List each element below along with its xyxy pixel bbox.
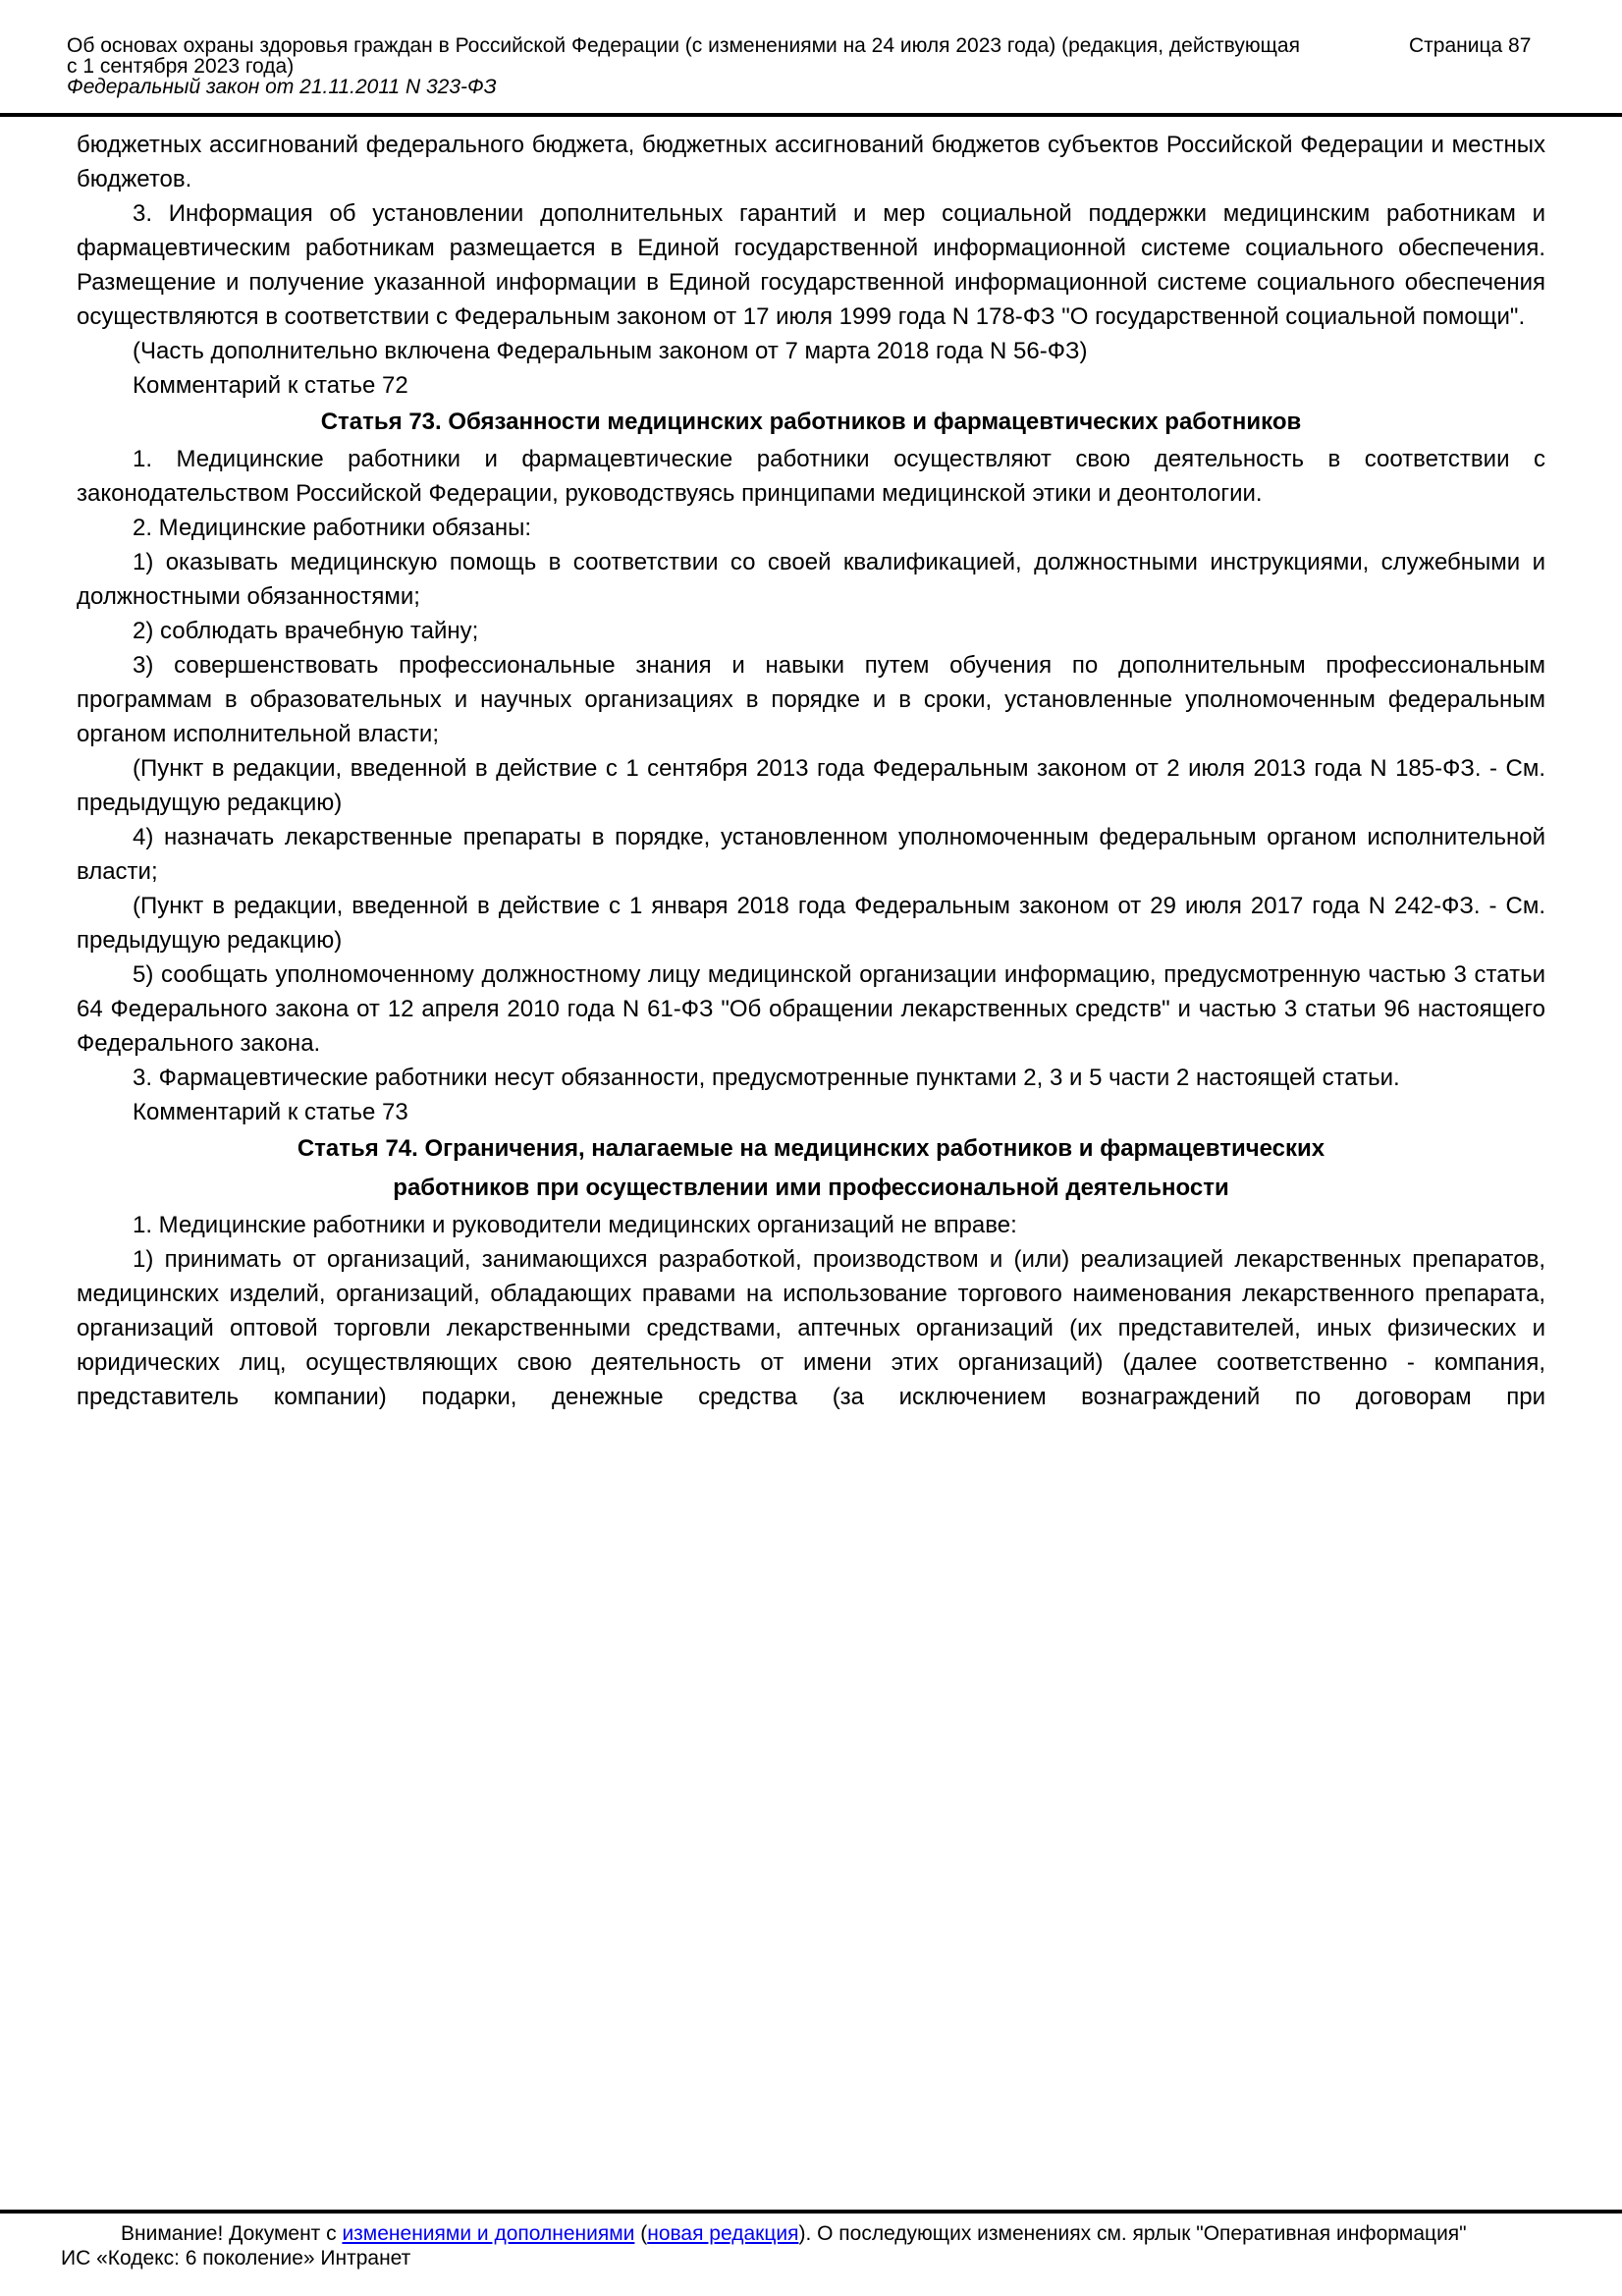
paragraph-73-2-4: 4) назначать лекарственные препараты в порядке, установленном уполномоченным федеральным органом исполнительной власти; (77, 824, 1545, 885)
article-73-heading: Статья 73. Обязанности медицинских работников и фармацевтических работников (320, 409, 1302, 435)
paragraph-73-1: 1. Медицинские работники и фармацевтические работники осуществляют свою деятельность в соответствии с законодательством Российской Федерации, руководствуясь принципами медицинской этики и деонтологии. (77, 446, 1545, 507)
document-body (77, 128, 1545, 1414)
comment-ref-article-73: Комментарий к статье 73 (133, 1099, 408, 1125)
paragraph-73-2-1: 1) оказывать медицинскую помощь в соответствии со своей квалификацией, должностными инструкциями, служебными и должностными обязанностями; (77, 549, 1545, 610)
paragraph-part-3: 3. Информация об установлении дополнительных гарантий и мер социальной поддержки медицинским работникам и фармацевтическим работникам размещается в Единой государственной информационной системе социального обеспечения. Размещение и получение указанной информации в Единой государственной информационной системе социального обеспечения осуществляются в соответствии с Федеральным законом от 17 июля 1999 года N 178-ФЗ "О государственной социальной помощи". (77, 200, 1545, 330)
paragraph-73-3: 3. Фармацевтические работники несут обязанности, предусмотренные пунктами 2, 3 и 5 части 2 настоящей статьи. (133, 1065, 1400, 1091)
document-title-line-2: с 1 сентября 2023 года) (67, 55, 295, 78)
document-title-line-1: Об основах охраны здоровья граждан в Российской Федерации (с изменениями на 24 июля 2023 года) (редакция, действующая (67, 34, 1300, 57)
paragraph-continuation: бюджетных ассигнований федерального бюджета, бюджетных ассигнований бюджетов субъектов Российской Федерации и местных бюджетов. (77, 132, 1545, 192)
document-subtitle: Федеральный закон от 21.11.2011 N 323-ФЗ (67, 76, 497, 98)
new-edition-link[interactable]: новая редакция (647, 2222, 799, 2245)
paragraph-73-2-2: 2) соблюдать врачебную тайну; (133, 618, 479, 644)
footer-notice-between: ( (634, 2222, 648, 2245)
footer-divider (0, 2210, 1622, 2214)
paragraph-73-2-3-note: (Пункт в редакции, введенной в действие с 1 сентября 2013 года Федеральным законом от 2 июля 2013 года N 185-ФЗ. - См. предыдущую редакцию) (77, 755, 1545, 816)
paragraph-73-2-4-note: (Пункт в редакции, введенной в действие с 1 января 2018 года Федеральным законом от 29 июля 2017 года N 242-ФЗ. - См. предыдущую редакцию) (77, 893, 1545, 954)
article-74-heading-line-2: работников при осуществлении ими профессиональной деятельности (393, 1175, 1229, 1201)
footer-notice-suffix: ). О последующих изменениях см. ярлык "Оперативная информация" (798, 2222, 1467, 2245)
article-74-heading (77, 1129, 1545, 1208)
footer-notice-prefix: Внимание! Документ с (121, 2222, 343, 2245)
amendments-link[interactable]: изменениями и дополнениями (342, 2222, 635, 2245)
paragraph-73-2-5: 5) сообщать уполномоченному должностному лицу медицинской организации информацию, предусмотренную частью 3 статьи 64 Федерального закона от 12 апреля 2010 года N 61-ФЗ "Об обращении лекарственных средств" и частью 3 статьи 96 настоящего Федерального закона. (77, 961, 1545, 1057)
footer-source: ИС «Кодекс: 6 поколение» Интранет (61, 2247, 411, 2269)
footer-notice (61, 2221, 1583, 2246)
paragraph-74-1-1: 1) принимать от организаций, занимающихся разработкой, производством и (или) реализацией лекарственных препаратов, медицинских изделий, организаций, обладающих правами на использование торгового наименования лекарственного препарата, организаций оптовой торговли лекарственными средствами, аптечных организаций (их представителей, иных физических и юридических лиц, осуществляющих свою деятельность от имени этих организаций) (далее соответственно - компания, представитель компании) подарки, денежные средства (за исключением вознаграждений по договорам при (77, 1246, 1545, 1410)
paragraph-74-1: 1. Медицинские работники и руководители медицинских организаций не вправе: (133, 1212, 1017, 1238)
paragraph-part-note: (Часть дополнительно включена Федеральным законом от 7 марта 2018 года N 56-ФЗ) (133, 338, 1088, 364)
paragraph-73-2: 2. Медицинские работники обязаны: (133, 515, 532, 541)
comment-ref-article-72: Комментарий к статье 72 (133, 372, 408, 399)
document-title (67, 35, 1555, 77)
document-header (67, 35, 1555, 97)
page-number: Страница 87 (1409, 34, 1532, 57)
article-74-heading-line-1: Статья 74. Ограничения, налагаемые на медицинских работников и фармацевтических (297, 1135, 1325, 1162)
header-divider (0, 113, 1622, 117)
paragraph-73-2-3: 3) совершенствовать профессиональные знания и навыки путем обучения по дополнительным профессиональным программам в образовательных и научных организациях в порядке и в сроки, установленные уполномоченным федеральным органом исполнительной власти; (77, 652, 1545, 747)
document-footer (61, 2221, 1583, 2270)
